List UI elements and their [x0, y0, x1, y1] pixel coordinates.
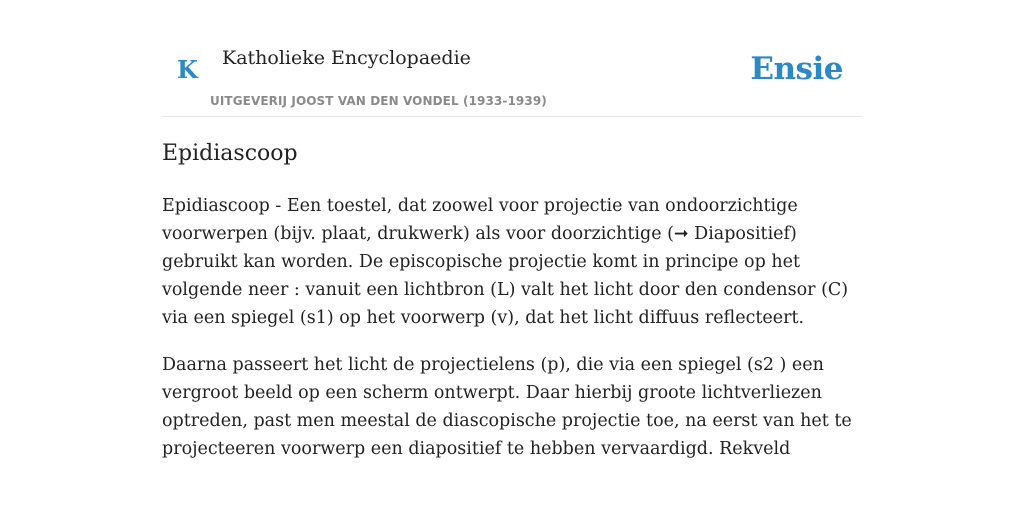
article-title: Epidiascoop	[162, 141, 298, 166]
article-paragraph-1: Epidiascoop - Een toestel, dat zoowel voor projectie van ondoorzichtige voorwerpen (bijv. plaat, drukwerk) als voor doorzichtige (➞ Diapositief) gebruikt kan worden. De episcopische projectie komt in principe op het volgende neer : vanuit een lichtbron (L) valt het licht door den condensor (C) via een spiegel (s1) op het voorwerp (v), dat het licht diffuus reflecteert.	[162, 196, 849, 328]
article	[162, 138, 862, 463]
logo-k[interactable]: K	[177, 55, 198, 84]
publisher-line: UITGEVERIJ JOOST VAN DEN VONDEL (1933-1939)	[210, 94, 547, 108]
article-paragraph-2: Daarna passeert het licht de projectielens (p), die via een spiegel (s2 ) een vergroot beeld op een scherm ontwerpt. Daar hierbij groote lichtverliezen optreden, past men meestal de diascopische projectie toe, na eerst van het te projecteeren voorwerp een diapositief te hebben vervaardigd. Rekveld	[162, 355, 852, 459]
site-header	[162, 0, 862, 117]
brand-logo-ensie[interactable]: Ensie	[750, 51, 843, 87]
site-name[interactable]: Katholieke Encyclopaedie	[222, 47, 471, 69]
